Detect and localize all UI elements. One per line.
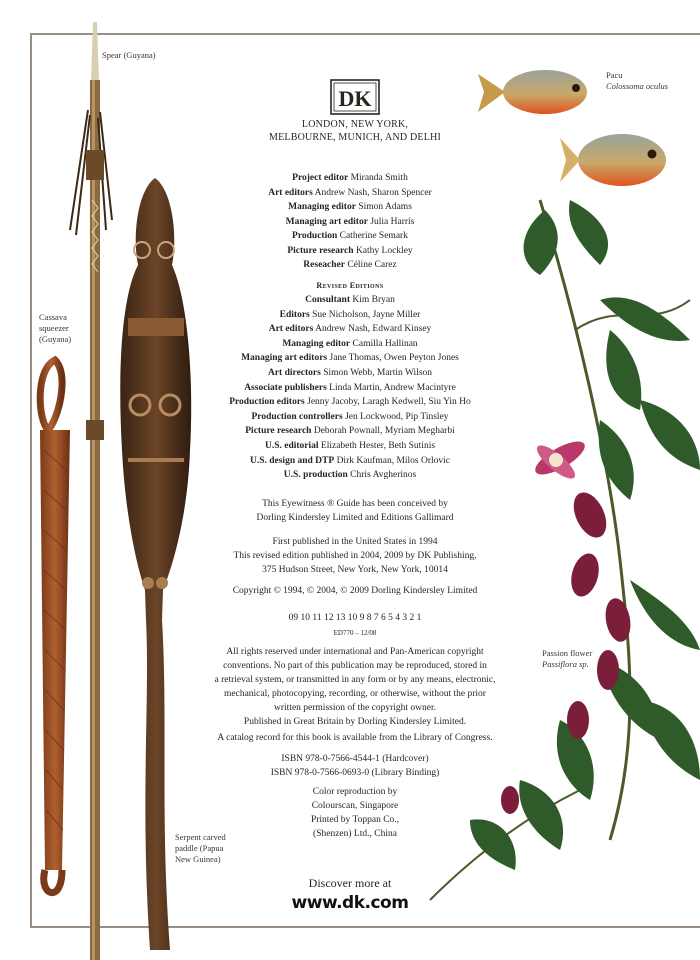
isbn-line: ISBN 978-0-7566-0693-0 (Library Binding): [270, 768, 440, 778]
credit-row: [170, 351, 530, 366]
credit-name: Jen Lockwood, Pip Tinsley: [345, 411, 449, 422]
credit-name: Andrew Nash, Sharon Spencer: [314, 187, 432, 198]
catalog-record: A catalog record for this book is available from the Library of Congress.: [217, 733, 493, 743]
credit-name: Elizabeth Hester, Beth Sutinis: [320, 440, 436, 451]
credit-name: Jane Thomas, Owen Peyton Jones: [329, 353, 459, 364]
credit-name: Catherine Semark: [339, 231, 408, 241]
credit-row: [170, 293, 530, 308]
publication-history: [190, 535, 520, 577]
credit-role: Managing editor: [282, 338, 351, 349]
credit-role: U.S. design and DTP: [249, 455, 335, 466]
credit-row: [170, 395, 530, 410]
credit-name: Kim Bryan: [352, 295, 395, 305]
credit-role: Editors: [279, 309, 310, 320]
credit-role: Managing art editors: [241, 353, 328, 364]
text-line: This Eyewitness ® Guide has been conceived by: [262, 499, 448, 509]
credit-row: [170, 229, 530, 244]
credit-row: [170, 381, 530, 396]
caption-cassava-line: squeezer: [39, 323, 69, 333]
credit-role: Production editors: [229, 397, 305, 408]
credit-row: [170, 366, 530, 381]
caption-serpent-line: Serpent carved: [175, 832, 226, 842]
credit-name: Camilla Hallinan: [352, 338, 418, 349]
text-line: Color reproduction by: [312, 787, 398, 797]
caption-serpent-line: paddle (Papua: [175, 843, 224, 853]
credit-row: [170, 186, 530, 201]
credit-row: [170, 200, 530, 215]
credit-name: Kathy Lockley: [355, 245, 413, 256]
credit-role: Picture research: [245, 426, 312, 437]
text-line: 375 Hudson Street, New York, New York, 10014: [262, 565, 448, 575]
caption-cassava: [39, 312, 71, 345]
credit-role: Production: [292, 231, 338, 241]
credit-name: Simon Adams: [358, 202, 412, 212]
credit-row: [170, 215, 530, 230]
credit-name: Simon Webb, Martin Wilson: [323, 367, 433, 378]
credit-role: Reseacher: [303, 260, 345, 270]
text-line: Printed by Toppan Co.,: [310, 815, 400, 825]
text-line: (Shenzen) Ltd., China: [313, 829, 397, 839]
eyewitness-statement: [190, 497, 520, 525]
text-line: Colourscan, Singapore: [311, 801, 399, 811]
text-line: written permission of the copyright owner.: [274, 703, 436, 713]
text-line: Dorling Kindersley Limited and Editions Gallimard: [256, 513, 454, 523]
credit-name: Linda Martin, Andrew Macintyre: [329, 382, 456, 393]
credit-row: [170, 439, 530, 454]
credit-name: Dirk Kaufman, Milos Orlovic: [336, 455, 451, 466]
credit-row: [170, 424, 530, 439]
credit-name: Jenny Jacoby, Laragh Kedwell, Siu Yin Ho: [307, 397, 471, 408]
color-reproduction: [190, 785, 520, 841]
credit-name: Julia Harris: [370, 216, 415, 227]
credit-role: Picture research: [287, 245, 354, 256]
caption-passion-latin: Passiflora sp.: [542, 659, 589, 669]
credit-row: [170, 322, 530, 337]
credit-role: Managing editor: [288, 202, 356, 212]
caption-pacu-name: Pacu: [606, 70, 623, 80]
text-line: Published in Great Britain by Dorling Kindersley Limited.: [243, 717, 467, 727]
text-line: a retrieval system, or transmitted in any form or by any means, electronic,: [214, 675, 496, 685]
isbn-block: [190, 752, 520, 780]
credit-row: [170, 258, 530, 273]
credit-row: [170, 171, 530, 186]
text-line: First published in the United States in 1994: [272, 537, 438, 547]
credit-role: U.S. production: [283, 470, 348, 481]
credit-role: Art editors: [268, 324, 314, 335]
dk-website-link[interactable]: www.dk.com: [291, 893, 409, 913]
credit-row: [170, 308, 530, 323]
text-line: mechanical, photocopying, recording, or otherwise, without the prior: [224, 689, 486, 699]
copyright-line: Copyright © 1994, © 2004, © 2009 Dorling Kindersley Limited: [232, 586, 478, 596]
caption-serpent-line: New Guinea): [175, 854, 221, 864]
credit-row: [170, 468, 530, 483]
dk-logo-text: DK: [338, 86, 372, 111]
credit-row: [170, 410, 530, 425]
publisher-line: MELBOURNE, MUNICH, AND DELHI: [269, 132, 441, 143]
rights-statement: [175, 645, 535, 729]
caption-passion-name: Passion flower: [542, 648, 593, 658]
publisher-cities: [260, 118, 450, 144]
discover-more-label: Discover more at: [308, 876, 392, 890]
credit-row: [170, 454, 530, 469]
cassava-squeezer-image: [40, 360, 70, 893]
revised-credits: [170, 293, 530, 483]
credit-name: Chris Avgherinos: [350, 470, 417, 481]
text-line: All rights reserved under international and Pan-American copyright: [226, 647, 484, 657]
credit-role: Project editor: [292, 173, 349, 183]
credit-role: Associate publishers: [244, 382, 327, 393]
caption-spear: Spear (Guyana): [102, 50, 156, 60]
credit-role: Art directors: [267, 367, 321, 378]
credit-role: Consultant: [305, 295, 350, 305]
caption-cassava-line: (Guyana): [39, 334, 72, 344]
dk-logo: [330, 79, 380, 115]
credit-name: Andrew Nash, Edward Kinsey: [315, 324, 432, 335]
revised-editions-heading: Revised Editions: [316, 281, 384, 290]
credit-name: Sue Nicholson, Jayne Miller: [312, 309, 421, 320]
text-line: This revised edition published in 2004, 2009 by DK Publishing,: [233, 551, 477, 561]
caption-passion-flower: [542, 648, 592, 670]
original-credits: [170, 171, 530, 273]
credit-role: U.S. editorial: [264, 440, 319, 451]
credit-row: [170, 244, 530, 259]
edition-code: ED770 – 12/08: [333, 629, 377, 637]
passion-flower-bloom: [531, 435, 589, 483]
credit-role: Managing art editor: [285, 216, 368, 227]
publisher-line: LONDON, NEW YORK,: [301, 119, 409, 130]
spear-image: [70, 22, 112, 960]
credit-role: Art editors: [268, 187, 313, 198]
credit-name: Céline Carez: [347, 260, 397, 270]
credit-role: Production controllers: [251, 411, 343, 422]
credit-row: [170, 337, 530, 352]
text-line: conventions. No part of this publication may be reproduced, stored in: [223, 661, 487, 671]
caption-cassava-line: Cassava: [39, 312, 67, 322]
caption-pacu-latin: Colossoma oculus: [606, 81, 669, 91]
printing-line: 09 10 11 12 13 10 9 8 7 6 5 4 3 2 1: [288, 613, 422, 623]
credit-name: Deborah Pownall, Myriam Megharbi: [313, 426, 455, 437]
credit-name: Miranda Smith: [350, 173, 408, 183]
caption-pacu: [606, 70, 668, 92]
isbn-line: ISBN 978-0-7566-4544-1 (Hardcover): [281, 754, 429, 764]
